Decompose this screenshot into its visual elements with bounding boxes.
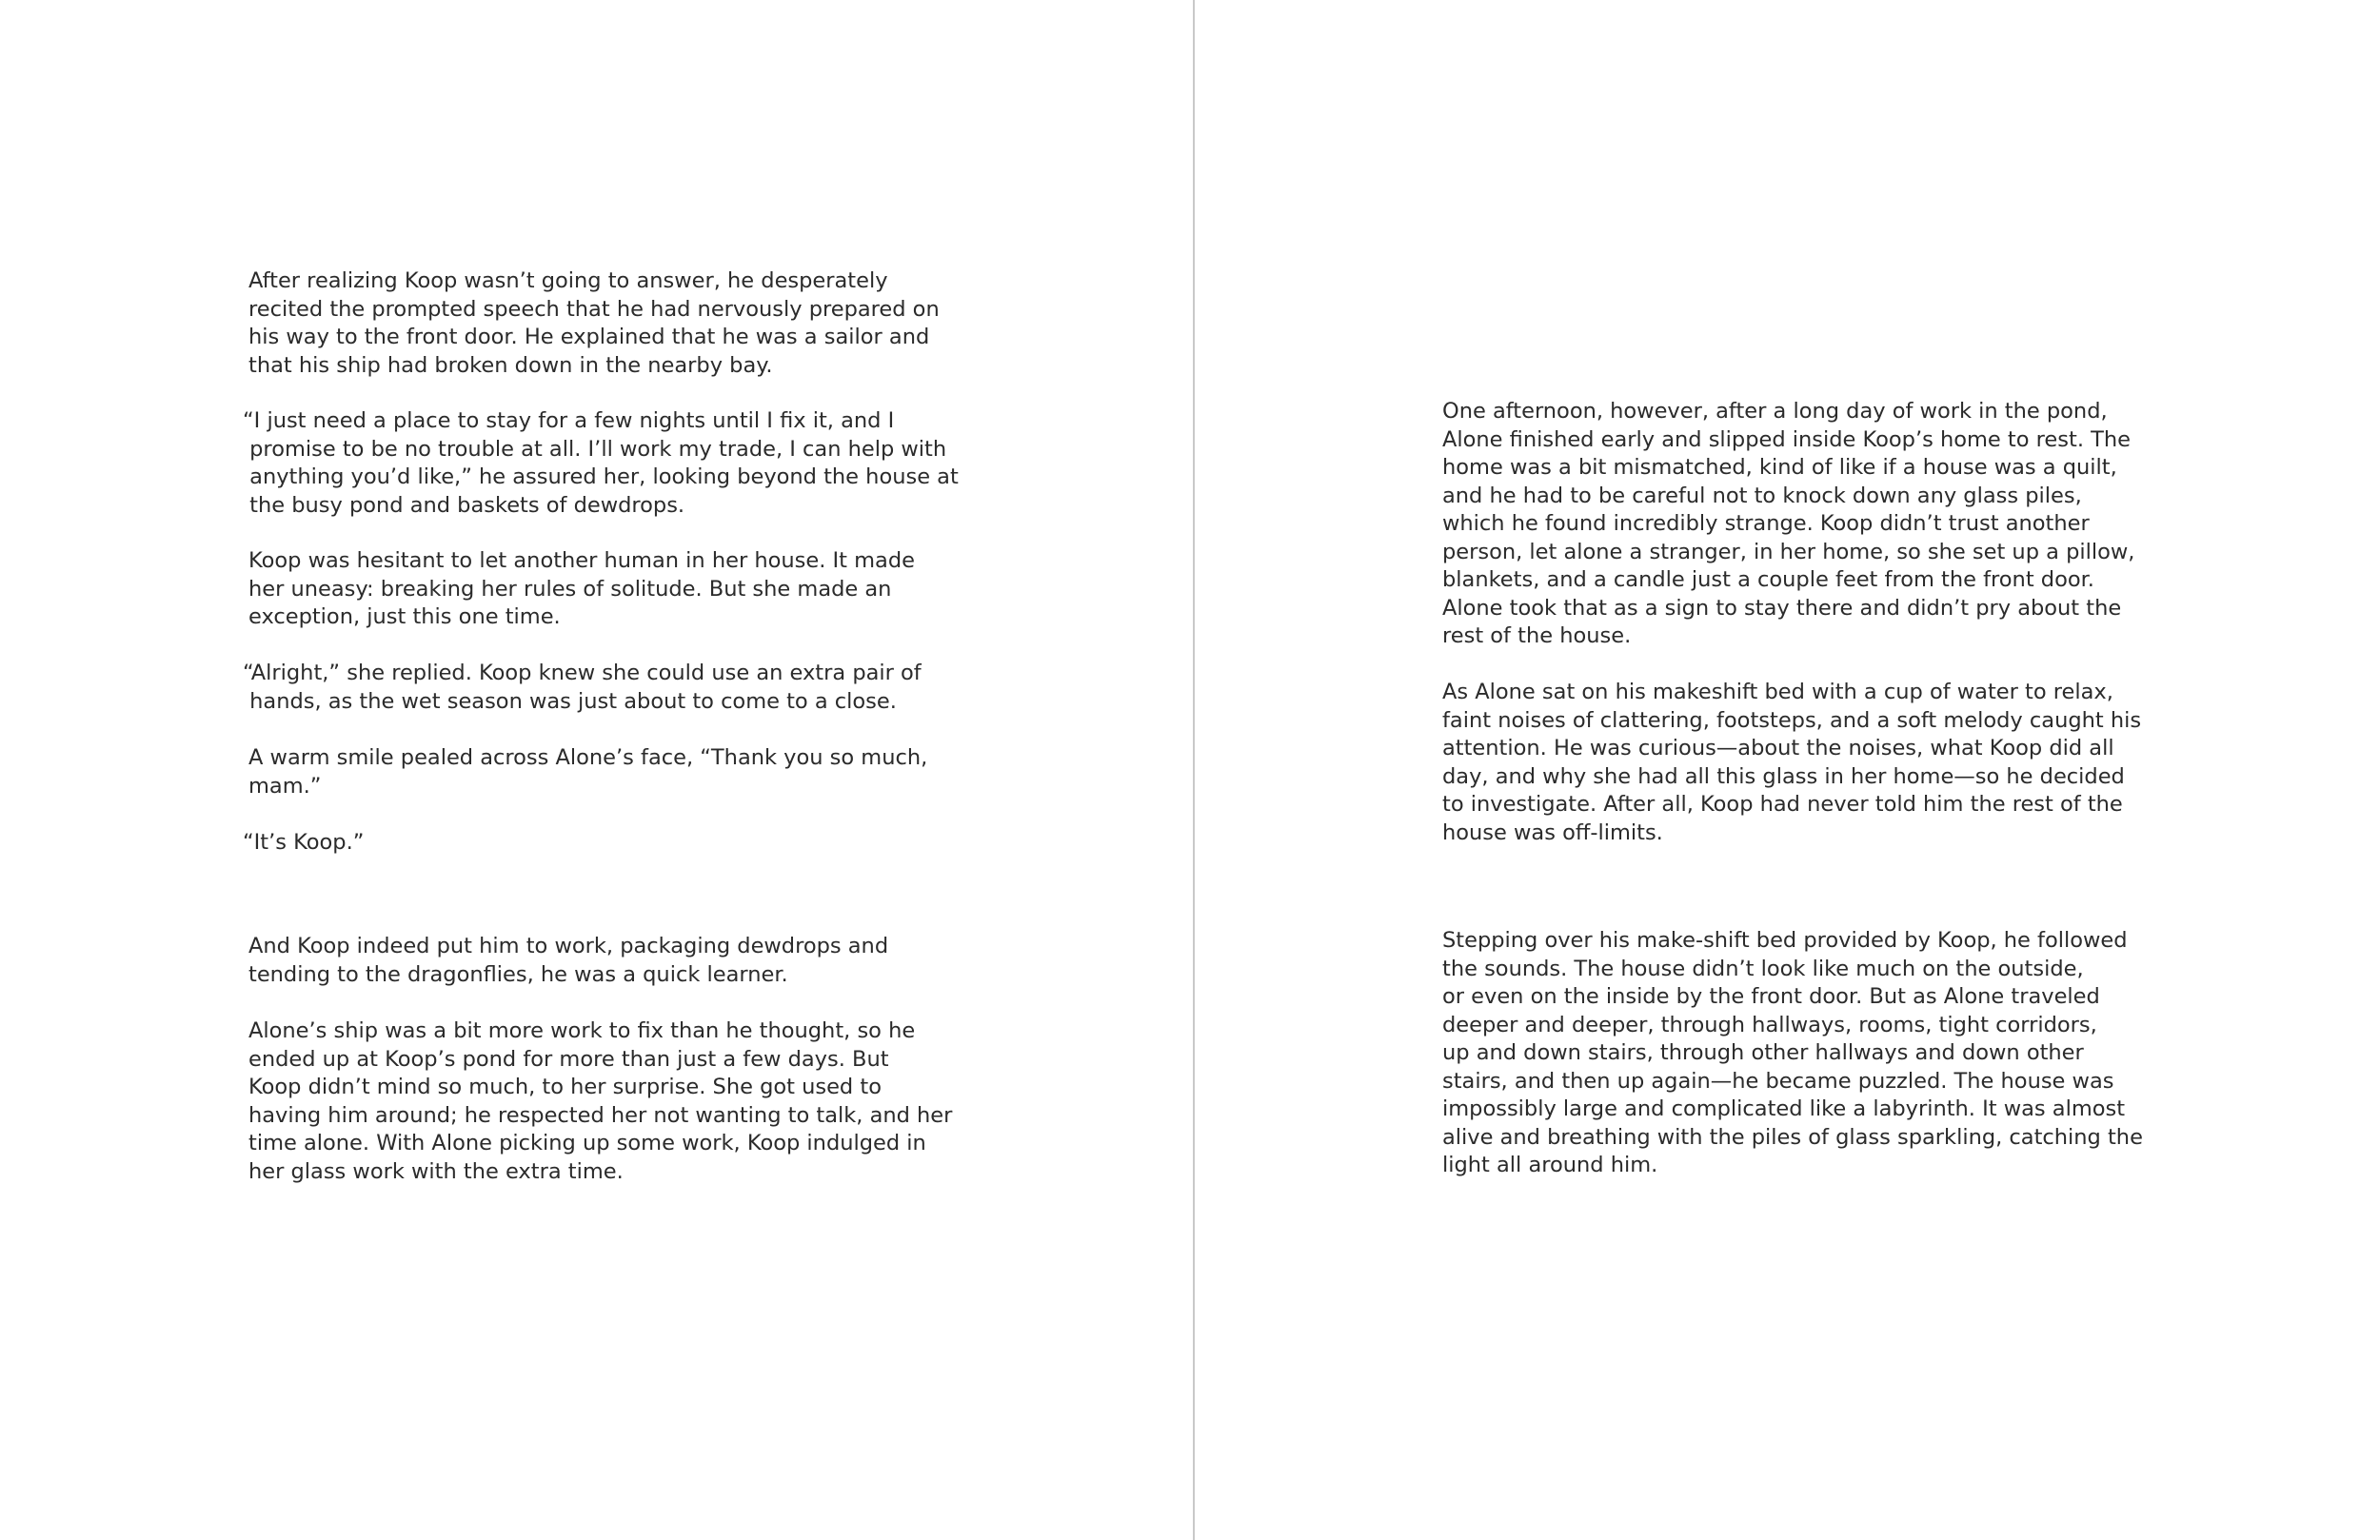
right-page xyxy=(1196,0,2380,1540)
paragraph: After realizing Koop wasn’t going to answer, he desperately recited the prompted speech that he had nervously prepared on his way to the front door. He explained that he was a sailor and that his ship had broken down in the nearby bay. xyxy=(248,268,940,378)
paragraph: Koop was hesitant to let another human in her house. It made her uneasy: breaking her rules of solitude. But she made an exception, just this one time. xyxy=(248,548,915,629)
page-divider xyxy=(1193,0,1195,1540)
paragraph: A warm smile pealed across Alone’s face, “Thank you so much, mam.” xyxy=(248,745,928,799)
paragraph: Stepping over his make-shift bed provided by Koop, he followed the sounds. The house didn’t look like much on the outside, or even on the inside by the front door. But as Alone traveled deeper and deeper, through hallways, rooms, tight corridors, up and down stairs, through other hallways and down other stairs, and then up again—he became puzzled. The house was impossibly large and complicated like a labyrinth. It was almost alive and breathing with the piles of glass sparkling, catching the light all around him. xyxy=(1442,928,2143,1177)
paragraph: “It’s Koop.” xyxy=(243,830,365,855)
paragraph: One afternoon, however, after a long day of work in the pond, Alone finished early and slipped inside Koop’s home to rest. The home was a bit mismatched, kind of like if a house was a quilt, and he had to be careful not to knock down any glass piles, which he found incredibly strange. Koop didn’t trust another person, let alone a stranger, in her home, so she set up a pillow, blankets, and a candle just a couple feet from the front door. Alone took that as a sign to stay there and didn’t pry about the rest of the house. xyxy=(1442,399,2135,648)
paragraph: “I just need a place to stay for a few nights until I fix it, and I promise to be no trouble at all. I’ll work my trade, I can help with anything you’d like,” he assured her, looking beyond the house at the busy pond and baskets of dewdrops. xyxy=(243,408,959,518)
paragraph: “Alright,” she replied. Koop knew she could use an extra pair of hands, as the wet season was just about to come to a close. xyxy=(243,661,922,714)
paragraph: As Alone sat on his makeshift bed with a cup of water to relax, faint noises of clattering, footsteps, and a soft melody caught his attention. He was curious—about the noises, what Koop did all day, and why she had all this glass in her home—so he decided to investigate. After all, Koop had never told him the rest of the house was off-limits. xyxy=(1442,680,2142,845)
paragraph: And Koop indeed put him to work, packaging dewdrops and tending to the dragonflies, he was a quick learner. xyxy=(248,934,889,987)
paragraph: Alone’s ship was a bit more work to fix than he thought, so he ended up at Koop’s pond for more than just a few days. But Koop didn’t mind so much, to her surprise. She got used to having him around; he respected her not wanting to talk, and her time alone. With Alone picking up some work, Koop indulged in her glass work with the extra time. xyxy=(248,1018,953,1184)
